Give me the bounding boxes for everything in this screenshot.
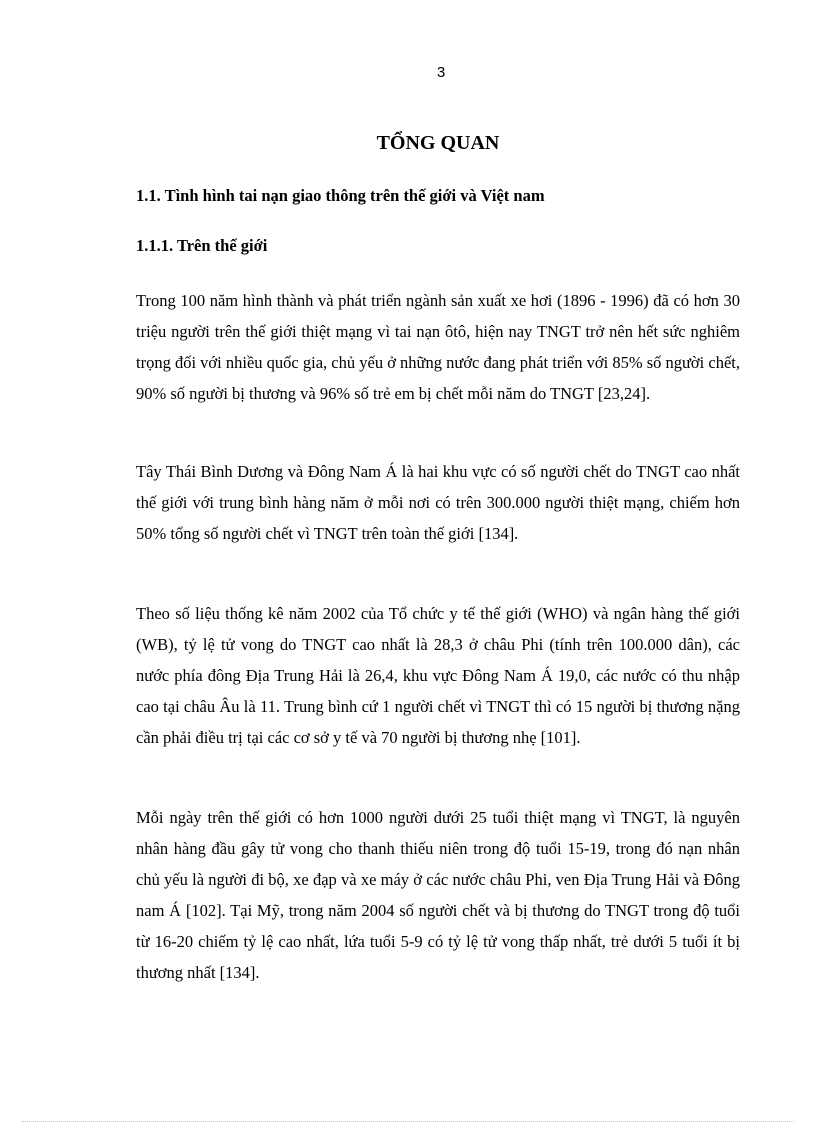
paragraph-4: Mỗi ngày trên thế giới có hơn 1000 người dưới 25 tuổi thiệt mạng vì TNGT, là nguyên nhân hàng đầu gây tử vong cho thanh thiếu niên trong độ tuổi 15-19, trong đó nạn nhân chủ yếu là người đi bộ, xe đạp và xe máy ở các nước châu Phi, ven Địa Trung Hải và Đông nam Á [102]. Tại Mỹ, trong năm 2004 số người chết và bị thương do TNGT trong độ tuổi từ 16-20 chiếm tỷ lệ cao nhất, lứa tuổi 5-9 có tỷ lệ tử vong thấp nhất, trẻ dưới 5 tuổi ít bị thương nhất [134]. bbox=[136, 808, 740, 982]
paragraph-3: Theo số liệu thống kê năm 2002 của Tổ chức y tế thế giới (WHO) và ngân hàng thế giới (WB), tỷ lệ tử vong do TNGT cao nhất là 28,3 ở châu Phi (tính trên 100.000 dân), các nước phía đông Địa Trung Hải là 26,4, khu vực Đông Nam Á 19,0, các nước có thu nhập cao tại châu Âu là 11. Trung bình cứ 1 người chết vì TNGT thì có 15 người bị thương nặng cần phải điều trị tại các cơ sở y tế và 70 người bị thương nhẹ [101]. bbox=[136, 604, 740, 747]
paragraph-2: Tây Thái Bình Dương và Đông Nam Á là hai khu vực có số người chết do TNGT cao nhất thế giới với trung bình hàng năm ở mỗi nơi có trên 300.000 người thiệt mạng, chiếm hơn 50% tổng số người chết vì TNGT trên toàn thế giới [134]. bbox=[136, 462, 740, 543]
section-heading: 1.1. Tình hình tai nạn giao thông trên thế giới và Việt nam bbox=[136, 186, 545, 205]
page-number: 3 bbox=[436, 64, 446, 81]
subsection-heading: 1.1.1. Trên thế giới bbox=[136, 236, 268, 255]
page-title: TỔNG QUAN bbox=[376, 132, 500, 154]
paragraph-1: Trong 100 năm hình thành và phát triển ngành sản xuất xe hơi (1896 - 1996) đã có hơn 30 triệu người trên thế giới thiệt mạng vì tai nạn ôtô, hiện nay TNGT trở nên hết sức nghiêm trọng đối với nhiều quốc gia, chủ yếu ở những nước đang phát triển với 85% số người chết, 90% số người bị thương và 96% số trẻ em bị chết mỗi năm do TNGT [23,24]. bbox=[136, 291, 740, 403]
footer-divider bbox=[22, 1121, 794, 1122]
